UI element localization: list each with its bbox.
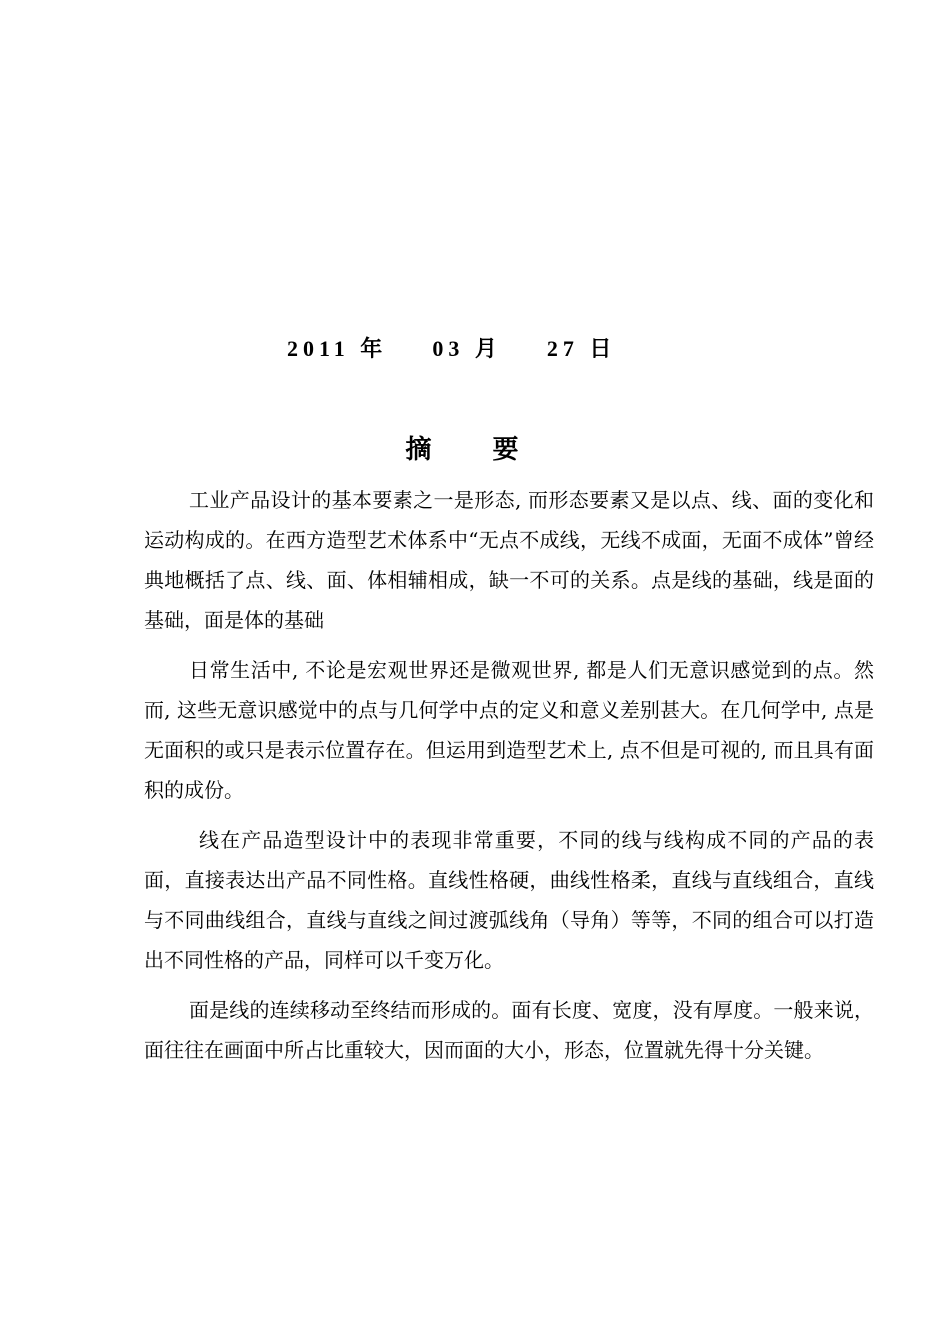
abstract-paragraph: 面是线的连续移动至终结而形成的。面有长度、宽度，没有厚度。一般来说，面往往在画面中所占比重较大，因而面的大小，形态，位置就先得十分关键。 (144, 998, 874, 1062)
date-year-unit: 年 (360, 336, 388, 361)
date-month: 03 (432, 336, 465, 361)
date-day-unit: 日 (589, 336, 617, 361)
abstract-paragraph: 线在产品造型设计中的表现非常重要，不同的线与线构成不同的产品的表面，直接表达出产品不同性格。直线性格硬，曲线性格柔，直线与直线组合，直线与不同曲线组合，直线与直线之间过渡弧线角（导角）等等，不同的组合可以打造出不同性格的产品，同样可以千变万化。 (144, 828, 874, 972)
abstract-paragraph: 工业产品设计的基本要素之一是形态, 而形态要素又是以点、线、面的变化和运动构成的。在西方造型艺术体系中“无点不成线，无线不成面，无面不成体”曾经典地概括了点、线、面、体相辅相成，缺一不可的关系。点是线的基础，线是面的基础，面是体的基础 (144, 488, 874, 632)
abstract-body (144, 480, 874, 1080)
date-line (287, 334, 616, 364)
date-year: 2011 (287, 336, 350, 361)
abstract-title: 摘 要 (405, 435, 545, 465)
abstract-paragraph: 日常生活中, 不论是宏观世界还是微观世界, 都是人们无意识感觉到的点。然而, 这些无意识感觉中的点与几何学中点的定义和意义差别甚大。在几何学中, 点是无面积的或只是表示位置存在。但运用到造型艺术上, 点不但是可视的, 而且具有面积的成份。 (144, 658, 874, 802)
date-month-unit: 月 (474, 336, 502, 361)
date-day: 27 (546, 336, 579, 361)
